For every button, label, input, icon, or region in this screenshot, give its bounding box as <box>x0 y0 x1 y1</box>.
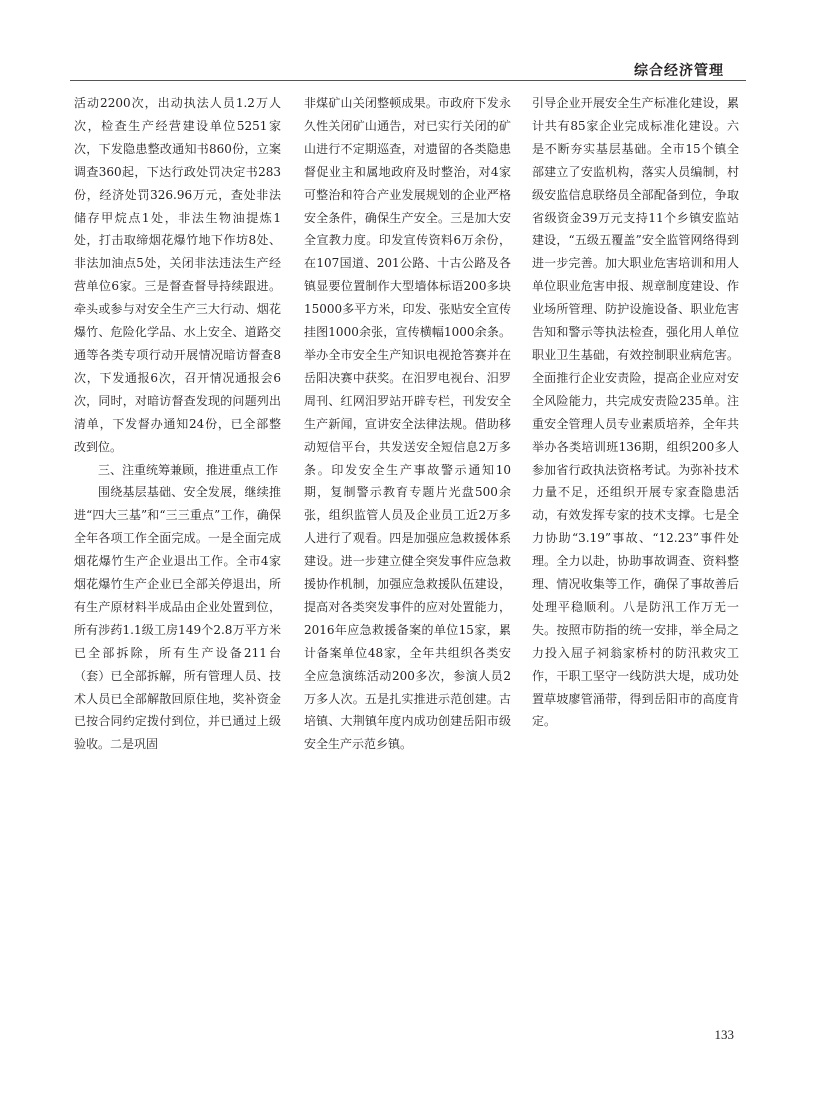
paragraph: 非煤矿山关闭整顿成果。市政府下发永久性关闭矿山通告，对已实行关闭的矿山进行不定期巡查，对遗留的各类隐患督促业主和属地政府及时整治，对4家可整治和符合产业发展规划的企业严格安全条件，确保生产安全。三是加大安全宣教力度。印发宣传资料6万余份，在107国道、201公路、十古公路及各镇显要位置制作大型墙体标语200多块15000多平方米，印发、张贴安全宣传挂图1000余张，宣传横幅1000余条。举办全市安全生产知识电视抢答赛并在岳阳决赛中获奖。在汨罗电视台、汨罗周刊、红网汨罗站开辟专栏，刊发安全生产新闻，宣讲安全法律法规。借助移动短信平台，共发送安全短信息2万多条。印发安全生产事故警示通知10期，复制警示教育专题片光盘500余张，组织监管人员及企业员工近2万多人进行了观看。四是加强应急救援体系建设。进一步建立健全突发事件应急救援协作机制，加强应急救援队伍建设，提高对各类突发事件的应对处置能力，2016年应急救援备案的单位15家，累计备案单位48家，全年共组织各类安全应急演练活动200多次，参演人员2万多人次。五是扎实推进示范创建。古培镇、大荆镇年度内成功创建岳阳市级安全生产示范乡镇。 <box>304 96 511 752</box>
header-divider <box>70 80 746 81</box>
section-title: 综合经济管理 <box>634 63 724 79</box>
text-column-3 <box>532 92 739 733</box>
paragraph: 活动2200次，出动执法人员1.2万人次，检查生产经营建设单位5251家次，下发隐患整改通知书860份，立案调查360起，下达行政处罚决定书283份，经济处罚326.96万元，查处非法储存甲烷点1处，非法生物油提炼1处，打击取缔烟花爆竹地下作坊8处、非法加油点5处，关闭非法违法生产经营单位6家。三是督查督导持续跟进。牵头或参与对安全生产三大行动、烟花爆竹、危险化学品、水上安全、道路交通等各类专项行动开展情况暗访督查8次，下发通报6次，召开情况通报会6次，同时，对暗访督查发现的问题列出清单，下发督办通知24份，已全部整改到位。 <box>74 96 281 454</box>
paragraph: 围绕基层基础、安全发展，继续推进“四大三基”和“三三重点”工作，确保全年各项工作全面完成。一是全面完成烟花爆竹生产企业退出工作。全市4家烟花爆竹生产企业已全部关停退出，所有生产原材料半成品由企业处置到位，所有涉药1.1级工房149个2.8万平方米已全部拆除，所有生产设备211台（套）已全部拆解，所有管理人员、技术人员已全部解散回原住地，奖补资金已按合同约定拨付到位，并已通过上级验收。二是巩固 <box>74 485 281 752</box>
page-number: 133 <box>714 1027 734 1042</box>
text-column-1 <box>74 92 281 756</box>
section-heading: 三、注重统筹兼顾，推进重点工作 <box>98 462 279 477</box>
text-column-2 <box>304 92 511 756</box>
paragraph: 引导企业开展安全生产标准化建设，累计共有85家企业完成标准化建设。六是不断夯实基层基础。全市15个镇全部建立了安监机构，落实人员编制，村级安监信息联络员全部配备到位，争取省级资金39万元支持11个乡镇安监站建设，“五级五覆盖”安全监管网络得到进一步完善。加大职业危害培训和用人单位职业危害申报、规章制度建设、作业场所管理、防护设施设备、职业危害告知和警示等执法检查，强化用人单位职业卫生基础，有效控制职业病危害。全面推行企业安责险，提高企业应对安全风险能力，共完成安责险235单。注重安全管理人员专业素质培养，全年共举办各类培训班136期，组织200多人参加省行政执法资格考试。为弥补技术力量不足，还组织开展专家查隐患活动，有效发挥专家的技术支撑。七是全力协助“3.19”事故、“12.23”事件处理。全力以赴，协助事故调查、资料整理、情况收集等工作，确保了事故善后处理平稳顺利。八是防汛工作万无一失。按照市防指的统一安排，举全局之力投入屈子祠翁家桥村的防汛救灾工作，干职工坚守一线防洪大堤，成功处置草坡廖管涌带，得到岳阳市的高度肯定。 <box>532 96 739 729</box>
